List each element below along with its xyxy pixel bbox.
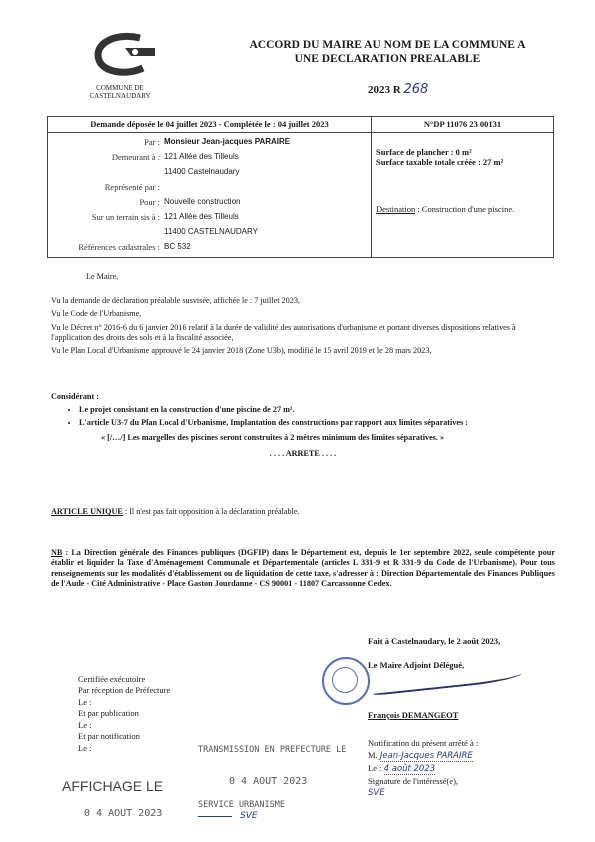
considerant-heading: Considérant :	[51, 392, 99, 401]
article-unique	[51, 507, 555, 517]
title-line2: UNE DECLARATION PREALABLE	[294, 53, 481, 66]
info-row-value: 121 Allée des Tilleuls	[164, 152, 239, 162]
cert-line: Le :	[78, 696, 92, 707]
info-row	[52, 240, 367, 255]
notified-date: 4 août 2023	[383, 763, 436, 774]
surface-plancher: Surface de plancher : 0 m²	[376, 146, 472, 157]
vu-plu: Vu le Plan Local d'Urbanisme approuvé le 24 janvier 2018 (Zone U3b), modifié le 15 avril 2019 et le 28 mars 2023,	[51, 346, 432, 355]
strikethrough-line	[198, 816, 232, 817]
destination	[376, 204, 549, 215]
visas-block	[51, 296, 555, 359]
article-text: : Il n'est pas fait opposition à la déclaration préalable.	[122, 507, 300, 516]
arrete-number	[368, 82, 428, 98]
notification-date	[368, 763, 478, 776]
destination-label: Destination	[376, 203, 416, 214]
notification-heading: Notification du présent arrêté à :	[368, 738, 479, 748]
info-row-value: Nouvelle construction	[164, 197, 241, 207]
considerant-block	[51, 392, 555, 462]
table-header-left: Demande déposée le 04 juillet 2023 - Complétée le : 04 juillet 2023	[48, 117, 372, 133]
considerant-item: • L'article U3-7 du Plan Local d'Urbanisme, Implantation des constructions par rapport aux limites séparatives :	[79, 418, 555, 428]
le-label: Le :	[368, 762, 382, 773]
plu-quote: « [/…/] Les margelles des piscines seront construites à 2 mètres minimum des limites séparatives. »	[101, 432, 445, 442]
info-row-label: Sur un terrain sis à :	[91, 211, 160, 222]
surface-destination-cell	[372, 132, 554, 257]
town-seal-stamp	[322, 657, 370, 705]
info-row-value: BC 532	[164, 242, 191, 252]
page-title	[215, 38, 560, 67]
info-row-value: 121 Allée des Tilleuls	[164, 212, 239, 222]
info-row	[52, 180, 367, 195]
notification-block	[368, 738, 478, 799]
info-row	[52, 225, 367, 240]
title-line1: ACCORD DU MAIRE AU NOM DE LA COMMUNE A	[249, 39, 526, 51]
affichage-stamp: AFFICHAGE LE	[62, 778, 164, 794]
info-row-value: Monsieur Jean-jacques PARAIRE	[164, 137, 291, 147]
signatory-name: François DEMANGEOT	[368, 710, 459, 720]
signatory-role: Le Maire Adjoint Délégué,	[368, 660, 465, 670]
info-row	[52, 195, 367, 210]
arrete-handwritten-number: 268	[403, 82, 429, 97]
affichage-date-stamp: 0 4 AOUT 2023	[84, 808, 163, 819]
nb-note	[51, 548, 555, 589]
surface-taxable: Surface taxable totale créée : 27 m²	[376, 157, 504, 168]
transmission-stamp: TRANSMISSION EN PREFECTURE LE	[198, 745, 347, 755]
arrete-heading: . . . . ARRETE . . . .	[269, 449, 337, 458]
destination-value: : Construction d'une piscine.	[415, 203, 515, 214]
le-maire: Le Maire,	[86, 272, 119, 281]
commune-line2: CASTELNAUDARY	[89, 91, 151, 100]
cert-line: Et par notification	[78, 731, 140, 742]
info-row	[52, 150, 367, 165]
nb-label: NB	[51, 548, 63, 557]
cert-line: Le :	[78, 742, 92, 753]
info-row-label: Par :	[144, 136, 160, 147]
info-row-label: Représenté par :	[104, 181, 160, 192]
transmission-date-stamp: 0 4 AOUT 2023	[229, 776, 308, 787]
nb-text: : La Direction générale des Finances publiques (DGFIP) dans le Département est, depuis le 1er septembre 2022, seule compétente pour établir et liquider la Taxe d'Aménagement Communale et Départementale (articles L 331-9 et R 331-9 du Code de l'Urbanisme). Pour tous renseignements sur les modalités d'établissement ou de liquidation de cette taxe, s'adresser à : Direction Départementale des Finances Publiques de l'Aude - Cité Administrative - Place Gaston Jourdanne - CS 90001 - 11807 Carcassonne Cedex.	[51, 548, 555, 588]
table-header-right: N°DP 11076 23 00131	[372, 117, 554, 133]
interesse-signature: SVE	[368, 787, 385, 798]
arrete-prefix: 2023 R	[368, 84, 401, 96]
notification-person	[368, 750, 478, 763]
info-row-value: 11400 CASTELNAUDARY	[164, 227, 258, 237]
vu-code: Vu le Code de l'Urbanisme,	[51, 309, 142, 319]
signature-label: Signature de l'intéressé(e),	[368, 775, 459, 786]
article-label: ARTICLE UNIQUE	[51, 507, 123, 516]
service-handwritten: SVE	[240, 811, 258, 821]
cert-line: Certifiée exécutoire	[78, 674, 146, 684]
info-row	[52, 165, 367, 180]
info-row-label: Demeurant à :	[111, 151, 160, 162]
cert-line: Et par publication	[78, 708, 139, 719]
considerant-list	[51, 405, 555, 428]
info-row-value: 11400 Castelnaudary	[164, 167, 240, 177]
commune-line1: COMMUNE DE	[96, 84, 144, 92]
certification-block	[78, 674, 170, 754]
fait-a: Fait à Castelnaudary, le 2 août 2023,	[368, 636, 501, 646]
notified-person: Jean-Jacques PARAIRE	[379, 750, 473, 761]
castelnaudary-logo	[85, 30, 165, 80]
service-stamp: SERVICE URBANISME	[198, 800, 285, 810]
considerant-item: • Le projet consistant en la construction d'une piscine de 27 m².	[79, 405, 555, 415]
m-label: M.	[368, 749, 378, 760]
permit-info-table	[47, 116, 554, 258]
cert-line: Par réception de Préfecture	[78, 685, 171, 696]
vu-decret: Vu le Décret n° 2016-6 du 6 janvier 2016 relatif à la durée de validité des autorisations d'urbanisme et portant diverses dispositions relatives à l'application des droits des sols et à la fiscalité associée,	[51, 322, 516, 342]
vu-demande: Vu la demande de déclaration préalable susvisée, affichée le : 7 juillet 2023,	[51, 296, 300, 305]
cert-line: Le :	[78, 719, 92, 730]
info-row-label: Références cadastrales :	[78, 241, 160, 252]
applicant-cell	[48, 132, 372, 257]
info-row-label: Pour :	[139, 196, 160, 207]
info-row	[52, 135, 367, 150]
commune-label	[72, 85, 168, 100]
info-row	[52, 210, 367, 225]
